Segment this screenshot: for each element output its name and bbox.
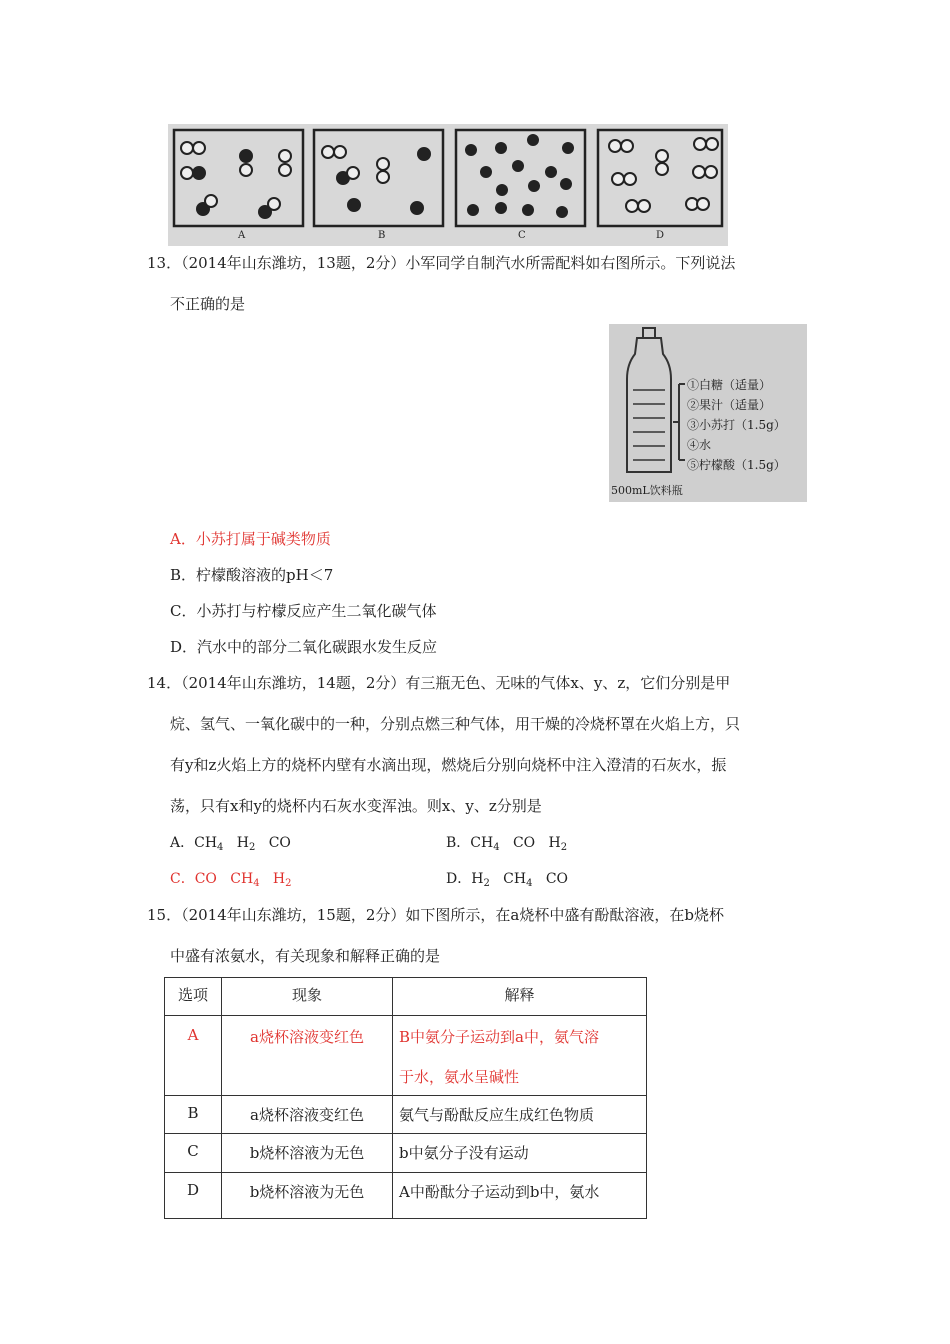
table-cell: B bbox=[165, 1096, 222, 1134]
table-cell: B中氨分子运动到a中，氨气溶 于水，氨水呈碱性 bbox=[393, 1016, 647, 1096]
bottle-item-5: ⑤柠檬酸（1.5g） bbox=[687, 458, 786, 472]
q13-stem-line1: 13．（2014年山东潍坊，13题，2分）小军同学自制汽水所需配料如右图所示。下列说法 bbox=[147, 254, 736, 272]
table-cell: a烧杯溶液变红色 bbox=[222, 1016, 393, 1096]
molecules-b bbox=[322, 146, 430, 214]
q14-option-b: B．$CH_4$ CO $H_2$ bbox=[446, 835, 568, 853]
table-header: 解释 bbox=[393, 978, 647, 1016]
bottle-item-1: ①白糖（适量） bbox=[687, 378, 772, 392]
table-cell: C bbox=[165, 1134, 222, 1173]
table-cell: A中酚酞分子运动到b中，氨水 bbox=[393, 1173, 647, 1219]
bottle-figure bbox=[609, 324, 807, 502]
q14-option-a: A．$CH_4$ $H_2$ CO bbox=[170, 835, 291, 853]
table-cell: b烧杯溶液为无色 bbox=[222, 1134, 393, 1173]
molecules-c bbox=[465, 134, 574, 218]
q14-stem-line2: 烷、氢气、一氧化碳中的一种，分别点燃三种气体，用干燥的冷烧杯罩在火焰上方，只 bbox=[170, 715, 741, 733]
q13-stem-line2: 不正确的是 bbox=[170, 295, 246, 313]
bottle-item-4: ④水 bbox=[687, 438, 712, 452]
bottle-item-2: ②果汁（适量） bbox=[687, 398, 772, 412]
q13-option-d: D．汽水中的部分二氧化碳跟水发生反应 bbox=[170, 638, 438, 656]
q15-stem-line1: 15．（2014年山东潍坊，15题，2分）如下图所示，在a烧杯中盛有酚酞溶液，在b烧杯 bbox=[147, 906, 724, 924]
molecule-diagram bbox=[168, 124, 728, 246]
molecules-a bbox=[181, 142, 291, 218]
q13-option-b: B．柠檬酸溶液的pH＜7 bbox=[170, 566, 334, 584]
table-row bbox=[165, 1096, 647, 1134]
bottle-item-3: ③小苏打（1.5g） bbox=[687, 418, 786, 432]
figure-label-b: B bbox=[378, 230, 386, 241]
molecules-d bbox=[609, 138, 718, 212]
table-cell: D bbox=[165, 1173, 222, 1219]
table-cell: a烧杯溶液变红色 bbox=[222, 1096, 393, 1134]
figure-label-a: A bbox=[238, 230, 246, 241]
table-header: 现象 bbox=[222, 978, 393, 1016]
bottle-caption: 500mL饮料瓶 bbox=[611, 484, 683, 497]
molecule-figure bbox=[168, 124, 728, 246]
q14-stem-line4: 荡，只有x和y的烧杯内石灰水变浑浊。则x、y、z分别是 bbox=[170, 797, 542, 815]
q14-option-c: C．CO $CH_4$ $H_2$ bbox=[170, 871, 292, 889]
table-row bbox=[165, 1134, 647, 1173]
table-header-row bbox=[165, 978, 647, 1016]
q13-option-a: A．小苏打属于碱类物质 bbox=[170, 530, 331, 548]
table-cell: b烧杯溶液为无色 bbox=[222, 1173, 393, 1219]
table-header: 选项 bbox=[165, 978, 222, 1016]
q14-option-d: D．$H_2$ $CH_4$ CO bbox=[446, 871, 569, 889]
figure-label-d: D bbox=[656, 230, 665, 241]
table-row bbox=[165, 1016, 647, 1096]
answer-table bbox=[164, 977, 647, 1219]
q15-stem-line2: 中盛有浓氨水，有关现象和解释正确的是 bbox=[170, 947, 441, 965]
q14-stem-line1: 14．（2014年山东潍坊，14题，2分）有三瓶无色、无味的气体x、y、z，它们分别是甲 bbox=[147, 674, 731, 692]
figure-label-c: C bbox=[518, 230, 526, 241]
q14-stem-line3: 有y和z火焰上方的烧杯内壁有水滴出现，燃烧后分别向烧杯中注入澄清的石灰水，振 bbox=[170, 756, 727, 774]
table-row bbox=[165, 1173, 647, 1219]
table-cell: 氨气与酚酞反应生成红色物质 bbox=[393, 1096, 647, 1134]
bottle-icon bbox=[609, 324, 807, 502]
table-cell: A bbox=[165, 1016, 222, 1096]
q13-option-c: C．小苏打与柠檬反应产生二氧化碳气体 bbox=[170, 602, 437, 620]
table-cell: b中氨分子没有运动 bbox=[393, 1134, 647, 1173]
